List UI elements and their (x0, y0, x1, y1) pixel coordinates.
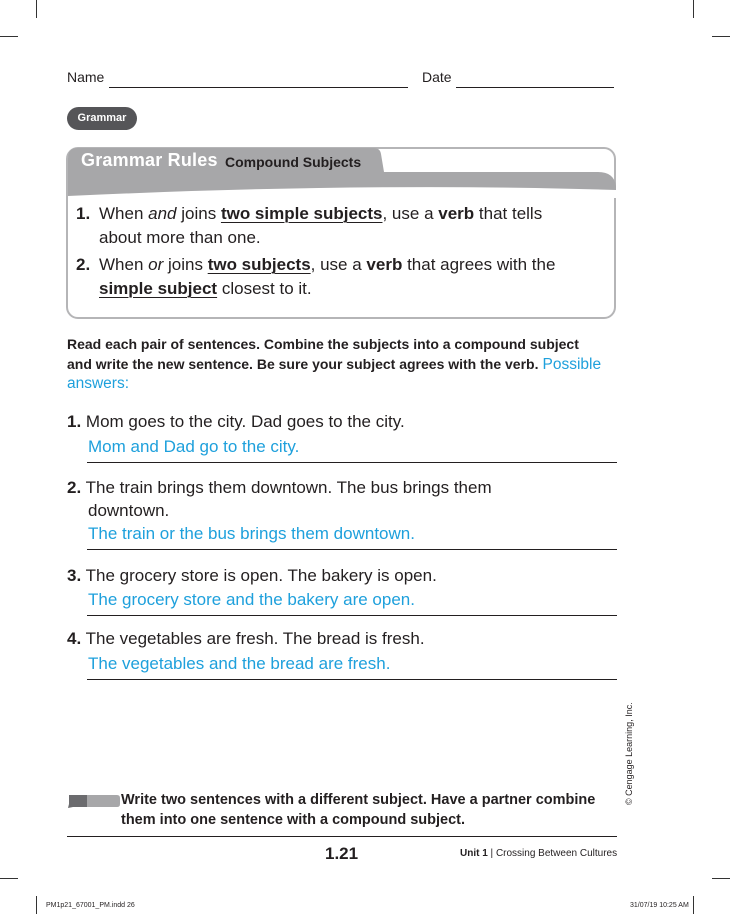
question-text: The grocery store is open. The bakery is open. (85, 566, 437, 585)
question-number: 4. (67, 629, 82, 648)
question-number: 3. (67, 566, 82, 585)
date-label: Date (422, 69, 452, 85)
date-line[interactable] (456, 87, 614, 88)
rule-number: 1. (76, 204, 91, 223)
footer-rule (67, 836, 617, 837)
question-item (67, 564, 607, 587)
answer-text[interactable]: The train or the bus brings them downtown. (88, 524, 415, 543)
answer-line (87, 679, 617, 680)
possible-answers-label: Possible answers: (67, 355, 602, 392)
rule-text: When (99, 255, 149, 274)
rule-text: or (148, 255, 164, 274)
answer-line (87, 549, 617, 550)
question-item (67, 476, 607, 499)
rule-key-term: two subjects (207, 255, 311, 274)
question-number: 1. (67, 412, 82, 431)
unit-label (460, 848, 617, 859)
page-number: 1.21 (325, 844, 359, 863)
partner-activity: Write two sentences with a different subject. Have a partner combine them into one sentence with a compound subject. (121, 792, 596, 828)
file-slug: PM1p21_67001_PM.indd 26 (46, 902, 135, 909)
answer-text[interactable]: Mom and Dad go to the city. (88, 437, 300, 456)
file-timestamp: 31/07/19 10:25 AM (630, 902, 689, 909)
rule-text: about more than one. (99, 228, 261, 247)
rule-text: , use a (382, 204, 439, 223)
question-text-cont: downtown. (88, 501, 170, 520)
name-label: Name (67, 69, 105, 85)
name-line[interactable] (109, 87, 408, 88)
crop-mark (712, 878, 730, 879)
speech-bubbles-icon (67, 794, 121, 808)
crop-mark (712, 36, 730, 37)
answer-text[interactable]: The vegetables and the bread are fresh. (88, 654, 391, 673)
section-tag: Grammar (67, 107, 137, 130)
answer-line (87, 615, 617, 616)
rule-text: When (99, 204, 149, 223)
rule-text: and (148, 204, 177, 223)
rules-title: Grammar Rules (81, 150, 218, 170)
rule-text: closest to it. (217, 279, 312, 298)
question-item (67, 410, 607, 433)
instructions (67, 335, 607, 394)
rule-text: that tells (474, 204, 543, 223)
rules-subtitle: Compound Subjects (225, 154, 362, 170)
rule-item (76, 202, 596, 250)
question-number: 2. (67, 478, 82, 497)
copyright-notice: © Cengage Learning, Inc. (624, 702, 634, 805)
rule-text: that agrees with the (402, 255, 556, 274)
rule-text: , use a (310, 255, 367, 274)
rule-item (76, 253, 596, 301)
unit-number: Unit 1 (460, 848, 488, 859)
crop-mark (0, 36, 18, 37)
crop-mark (36, 896, 37, 914)
question-text: Mom goes to the city. Dad goes to the city. (85, 412, 405, 431)
unit-separator: | (487, 848, 496, 859)
rule-text: joins (163, 255, 208, 274)
crop-mark (693, 896, 694, 914)
question-text: The vegetables are fresh. The bread is fresh. (85, 629, 425, 648)
rule-key-term: simple subject (99, 279, 218, 298)
rule-key-term: verb (366, 255, 403, 274)
question-text: The train brings them downtown. The bus brings them (85, 478, 492, 497)
unit-title: Crossing Between Cultures (495, 848, 618, 859)
rule-number: 2. (76, 255, 91, 274)
answer-line (87, 462, 617, 463)
instructions-text: Read each pair of sentences. Combine the subjects into a compound subject and write the new sentence. Be sure your subject agrees with the verb. (67, 336, 579, 372)
crop-mark (36, 0, 37, 18)
rule-text: joins (176, 204, 221, 223)
answer-text[interactable]: The grocery store and the bakery are open. (88, 590, 415, 609)
rule-key-term: two simple subjects (220, 204, 383, 223)
question-item (67, 627, 607, 650)
rule-key-term: verb (438, 204, 475, 223)
crop-mark (0, 878, 18, 879)
crop-mark (693, 0, 694, 18)
